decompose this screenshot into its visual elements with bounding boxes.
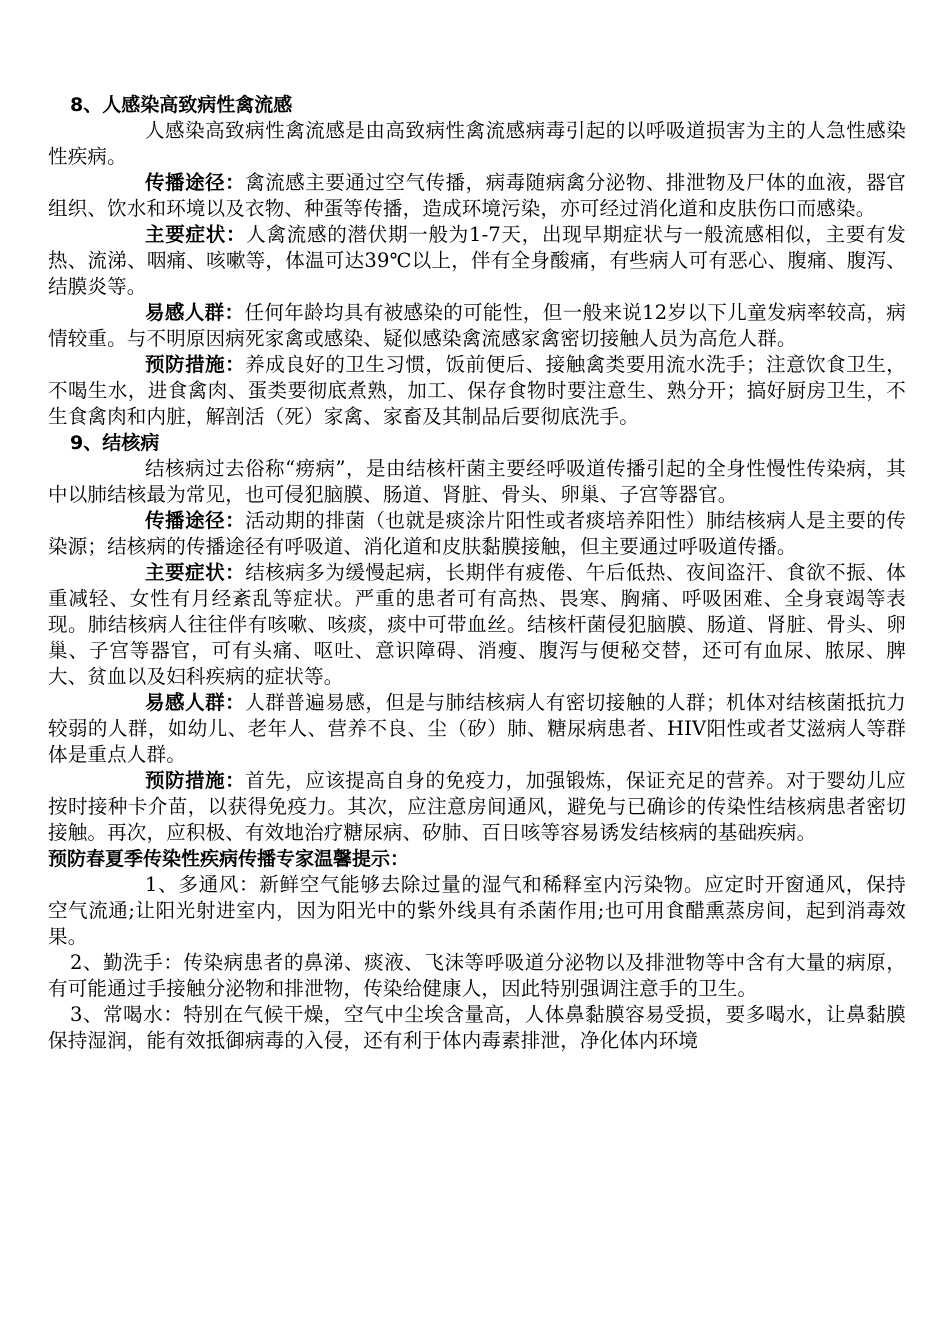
section-9-prevention xyxy=(48,768,906,846)
prevent-label: 预防措施： xyxy=(145,353,246,376)
section-9-intro: 结核病过去俗称“痨病”，是由结核杆菌主要经呼吸道传播引起的全身性慢性传染病，其中以肺结核最为常见，也可侵犯脑膜、肠道、肾脏、骨头、卵巢、子宫等器官。 xyxy=(48,457,906,506)
tip-item-drink-water: 3、常喝水：特别在气候干燥，空气中尘埃含量高，人体鼻黏膜容易受损，要多喝水，让鼻黏膜保持湿润，能有效抵御病毒的入侵，还有利于体内毒素排泄，净化体内环境 xyxy=(48,1003,906,1052)
section-9-symptoms xyxy=(48,560,906,690)
tip-item-ventilation: 1、多通风：新鲜空气能够去除过量的湿气和稀释室内污染物。应定时开窗通风，保持空气流通;让阳光射进室内，因为阳光中的紫外线具有杀菌作用;也可用食醋熏蒸房间，起到消毒效果。 xyxy=(48,873,906,948)
symptom-text: 结核病多为缓慢起病，长期伴有疲倦、午后低热、夜间盗汗、食欲不振、体重减轻、女性有月经紊乱等症状。严重的患者可有高热、畏寒、胸痛、呼吸困难、全身衰竭等表现。肺结核病人往往伴有咳嗽、咳痰，痰中可带血丝。结核杆菌侵犯脑膜、肠道、肾脏、骨头、卵巢、子宫等器官，可有头痛、呕吐、意识障碍、消瘦、腹泻与便秘交替，还可有血尿、脓尿、脾大、贫血以及妇科疾病的症状等。 xyxy=(48,561,906,688)
prevent-text: 首先，应该提高自身的免疫力，加强锻炼，保证充足的营养。对于婴幼儿应按时接种卡介苗，以获得免疫力。其次，应注意房间通风，避免与已确诊的传染性结核病患者密切接触。再次，应积极、有效地治疗糖尿病、矽肺、百日咳等容易诱发结核病的基础疾病。 xyxy=(48,769,906,844)
section-8-symptoms xyxy=(48,222,906,300)
section-8-intro: 人感染高致病性禽流感是由高致病性禽流感病毒引起的以呼吸道损害为主的人急性感染性疾病。 xyxy=(48,119,906,168)
section-8-heading: 8、人感染高致病性禽流感 xyxy=(70,94,293,116)
section-9-route xyxy=(48,508,906,560)
route-text: 禽流感主要通过空气传播，病毒随病禽分泌物、排泄物及尸体的血液，器官组织、饮水和环境以及衣物、种蛋等传播，造成环境污染，亦可经过消化道和皮肤伤口而感染。 xyxy=(48,171,906,220)
section-8-route xyxy=(48,170,906,222)
group-label: 易感人群： xyxy=(145,691,246,714)
section-8-susceptible xyxy=(48,300,906,352)
tips-heading: 预防春夏季传染性疾病传播专家温馨提示： xyxy=(48,848,410,870)
symptom-text: 人禽流感的潜伏期一般为1-7天，出现早期症状与一般流感相似，主要有发热、流涕、咽痛、咳嗽等，体温可达39℃以上，伴有全身酸痛，有些病人可有恶心、腹痛、腹泻、结膜炎等。 xyxy=(48,223,906,298)
document-page xyxy=(48,92,906,1054)
section-8-prevention xyxy=(48,352,906,430)
symptom-label: 主要症状： xyxy=(145,223,247,246)
section-9-heading: 9、结核病 xyxy=(70,432,160,454)
group-text: 人群普遍易感，但是与肺结核病人有密切接触的人群；机体对结核菌抵抗力较弱的人群，如幼儿、老年人、营养不良、尘（矽）肺、糖尿病患者、HIV阳性或者艾滋病人等群体是重点人群。 xyxy=(48,691,906,766)
route-label: 传播途径： xyxy=(145,509,246,532)
symptom-label: 主要症状： xyxy=(145,561,246,584)
route-text: 活动期的排菌（也就是痰涂片阳性或者痰培养阳性）肺结核病人是主要的传染源；结核病的传播途径有呼吸道、消化道和皮肤黏膜接触，但主要通过呼吸道传播。 xyxy=(48,509,906,558)
group-label: 易感人群： xyxy=(145,301,245,324)
prevent-label: 预防措施： xyxy=(145,769,246,792)
route-label: 传播途径： xyxy=(145,171,246,194)
group-text: 任何年龄均具有被感染的可能性，但一般来说12岁以下儿童发病率较高，病情较重。与不明原因病死家禽或感染、疑似感染禽流感家禽密切接触人员为高危人群。 xyxy=(48,301,906,350)
section-9-susceptible xyxy=(48,690,906,768)
tip-item-handwashing: 2、勤洗手：传染病患者的鼻涕、痰液、飞沫等呼吸道分泌物以及排泄物等中含有大量的病原，有可能通过手接触分泌物和排泄物，传染给健康人，因此特别强调注意手的卫生。 xyxy=(48,951,906,1000)
prevent-text: 养成良好的卫生习惯，饭前便后、接触禽类要用流水洗手；注意饮食卫生，不喝生水，进食禽肉、蛋类要彻底煮熟，加工、保存食物时要注意生、熟分开；搞好厨房卫生，不生食禽肉和内脏，解剖活（死）家禽、家畜及其制品后要彻底洗手。 xyxy=(48,353,906,428)
